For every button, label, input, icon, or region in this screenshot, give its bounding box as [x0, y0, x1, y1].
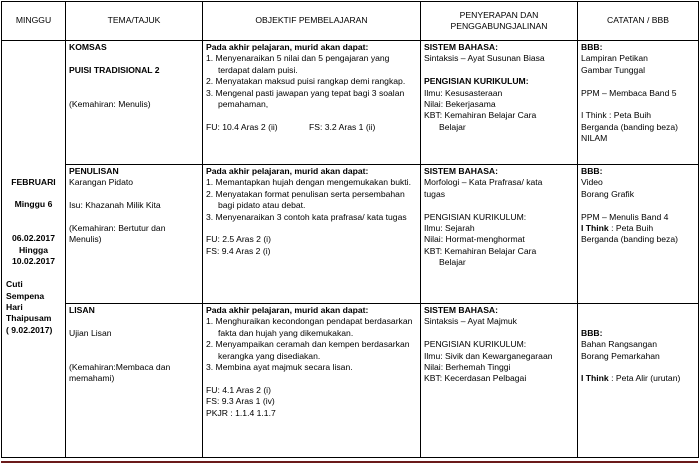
- header-tema: TEMA/TAJUK: [66, 2, 203, 41]
- objektif-item: 2. Menyatakan maksud puisi rangkap demi rangkap.: [206, 76, 406, 87]
- bbb-item: Lampiran Petikan: [581, 53, 648, 64]
- bbb-title: BBB:: [581, 166, 603, 176]
- objektif-item: 2. Menyampaikan ceramah dan kempen berdasarkan kerangka yang disediakan.: [206, 339, 410, 361]
- ppm-value: PPM – Membaca Band 5: [581, 87, 677, 98]
- bbb-item: Bahan Rangsangan: [581, 339, 657, 350]
- nilam-value: NILAM: [581, 133, 608, 144]
- catatan-cell: [578, 304, 699, 458]
- kbt-value: KBT: Kemahiran Belajar Cara: [424, 110, 537, 121]
- week-cell: [2, 41, 66, 165]
- nilai-value: Nilai: Berhemah Tinggi: [424, 362, 511, 373]
- catatan-cell: [578, 41, 699, 165]
- objektif-cell: [203, 41, 421, 165]
- objektif-item: 1. Menghuraikan kecondongan pendapat berdasarkan fakta dan hujah yang dikemukakan.: [206, 316, 413, 338]
- objektif-intro: Pada akhir pelajaran, murid akan dapat:: [206, 305, 369, 315]
- tema-kemahiran-cont: memahami): [69, 373, 115, 384]
- week-date-end: 10.02.2017: [11, 256, 55, 267]
- objektif-item: 3. Membina ayat majmuk secara lisan.: [206, 362, 353, 373]
- tema-cell: [66, 304, 203, 458]
- objektif-item: 1. Menyenaraikan 5 nilai dan 5 pengajaran yang terdapat dalam puisi.: [206, 53, 390, 75]
- tema-kemahiran: (Kemahiran: Menulis): [69, 98, 151, 109]
- table-row-komsas: [2, 41, 699, 165]
- sistem-title: SISTEM BAHASA:: [424, 42, 499, 52]
- tema-title: LISAN: [69, 305, 95, 315]
- catatan-cell: [578, 165, 699, 304]
- bbb-item: Borang Pemarkahan: [581, 350, 660, 361]
- ithink-value-cont: Berganda (banding beza): [581, 234, 678, 245]
- week-number: Minggu 6: [14, 199, 53, 210]
- objektif-fu: FU: 4.1 Aras 2 (i): [206, 384, 271, 395]
- sistem-value: Morfologi – Kata Prafrasa/ kata: [424, 177, 543, 188]
- sistem-value: Sintaksis – Ayat Majmuk: [424, 316, 517, 327]
- ithink-value: [581, 223, 695, 234]
- holiday-line: Hari: [6, 301, 23, 312]
- bottom-divider: [1, 461, 698, 463]
- header-minggu: MINGGU: [2, 2, 66, 41]
- holiday-line: Cuti: [6, 279, 23, 290]
- tema-cell: [66, 165, 203, 304]
- tema-kemahiran-cont: Menulis): [69, 234, 102, 245]
- header-row: [2, 2, 699, 41]
- objektif-fu: FU: 10.4 Aras 2 (ii): [206, 121, 278, 132]
- ithink-text: : Peta Buih: [608, 223, 654, 234]
- bbb-item: Video: [581, 177, 603, 188]
- tema-subtitle: Karangan Pidato: [69, 177, 134, 188]
- kurikulum-title: PENGISIAN KURIKULUM:: [424, 339, 527, 350]
- bbb-item: Gambar Tunggal: [581, 64, 646, 75]
- kurikulum-title: PENGISIAN KURIKULUM:: [424, 76, 529, 87]
- bbb-item: Borang Grafik: [581, 188, 635, 199]
- objektif-intro: Pada akhir pelajaran, murid akan dapat:: [206, 166, 369, 176]
- rpt-table: [1, 1, 699, 458]
- objektif-pkjr: PKJR : 1.1.4 1.1.7: [206, 407, 276, 418]
- week-info-cell: [2, 165, 66, 458]
- objektif-cell: [203, 304, 421, 458]
- kbt-value: KBT: Kemahiran Belajar Cara: [424, 245, 537, 256]
- objektif-item: 1. Memantapkan hujah dengan mengemukakan bukti.: [206, 177, 411, 188]
- nilai-value: Nilai: Bekerjasama: [424, 99, 496, 110]
- nilai-value: Nilai: Hormat-menghormat: [424, 234, 525, 245]
- ithink-label: I Think: [581, 373, 609, 384]
- holiday-line: Thaipusam: [6, 313, 52, 324]
- header-penyerapan-line2: PENGGABUNGJALINAN: [450, 21, 548, 31]
- objektif-item: 3. Mengenal pasti jawapan yang tepat bagi 3 soalan pemahaman,: [206, 87, 405, 110]
- header-objektif: OBJEKTIF PEMBELAJARAN: [203, 2, 421, 41]
- sistem-title: SISTEM BAHASA:: [424, 305, 499, 315]
- objektif-fs: FS: 9.3 Aras 1 (iv): [206, 396, 275, 407]
- week-hingga: Hingga: [18, 244, 49, 255]
- tema-kemahiran: (Kemahiran:Membaca dan: [69, 361, 171, 372]
- objektif-fu-fs: [206, 122, 417, 133]
- week-month: FEBRUARI: [11, 176, 56, 187]
- bbb-title: BBB:: [581, 42, 603, 52]
- tema-cell: [66, 41, 203, 165]
- penyerapan-cell: [421, 304, 578, 458]
- sistem-value: Sintaksis – Ayat Susunan Biasa: [424, 53, 545, 64]
- sistem-value-cont: tugas: [424, 188, 446, 199]
- header-penyerapan: [421, 2, 578, 41]
- tema-title: PENULISAN: [69, 166, 119, 176]
- kbt-value: KBT: Kecerdasan Pelbagai: [424, 373, 527, 384]
- holiday-line: Sempena: [6, 290, 45, 301]
- ilmu-value: Ilmu: Sivik dan Kewarganegaraan: [424, 350, 553, 361]
- tema-subtitle: Ujian Lisan: [69, 327, 112, 338]
- objektif-cell: [203, 165, 421, 304]
- holiday-line: ( 9.02.2017): [6, 324, 53, 335]
- kbt-value-cont: Belajar: [439, 121, 466, 132]
- header-catatan: CATATAN / BBB: [578, 2, 699, 41]
- ithink-text: : Peta Alir (urutan): [608, 373, 681, 384]
- kurikulum-title: PENGISIAN KURIKULUM:: [424, 211, 527, 222]
- objektif-fs: FS: 3.2 Aras 1 (ii): [309, 121, 376, 132]
- objektif-intro: Pada akhir pelajaran, murid akan dapat:: [206, 42, 369, 52]
- penyerapan-cell: [421, 41, 578, 165]
- objektif-item: 2. Menyatakan format penulisan serta persembahan bagi pidato atau debat.: [206, 188, 405, 211]
- ithink-value: I Think : Peta Buih: [581, 110, 652, 121]
- kbt-value-cont: Belajar: [439, 257, 466, 268]
- objektif-fu: FU: 2.5 Aras 2 (i): [206, 234, 271, 245]
- tema-kemahiran: (Kemahiran: Bertutur dan: [69, 223, 166, 233]
- objektif-item: 3. Menyenaraikan 3 contoh kata prafrasa/ kata tugas: [206, 211, 407, 222]
- objektif-fs: FS: 9.4 Aras 2 (i): [206, 245, 271, 256]
- sistem-title: SISTEM BAHASA:: [424, 166, 499, 176]
- week-date-start: 06.02.2017: [11, 233, 55, 244]
- table-row-penulisan: [2, 165, 699, 304]
- bbb-title: BBB:: [581, 327, 603, 338]
- ithink-label: I Think: [581, 223, 609, 234]
- tema-isu: Isu: Khazanah Milik Kita: [69, 200, 161, 211]
- tema-subtitle: PUISI TRADISIONAL 2: [69, 64, 160, 75]
- ithink-value: [581, 373, 695, 384]
- penyerapan-cell: [421, 165, 578, 304]
- ithink-value-cont: Berganda (banding beza): [581, 121, 678, 132]
- header-penyerapan-line1: PENYERAPAN DAN: [459, 9, 539, 20]
- tema-title: KOMSAS: [69, 42, 107, 52]
- ppm-value: PPM – Menulis Band 4: [581, 211, 669, 222]
- ilmu-value: Ilmu: Kesusasteraan: [424, 87, 503, 98]
- table-row-lisan: [2, 304, 699, 458]
- ilmu-value: Ilmu: Sejarah: [424, 223, 475, 234]
